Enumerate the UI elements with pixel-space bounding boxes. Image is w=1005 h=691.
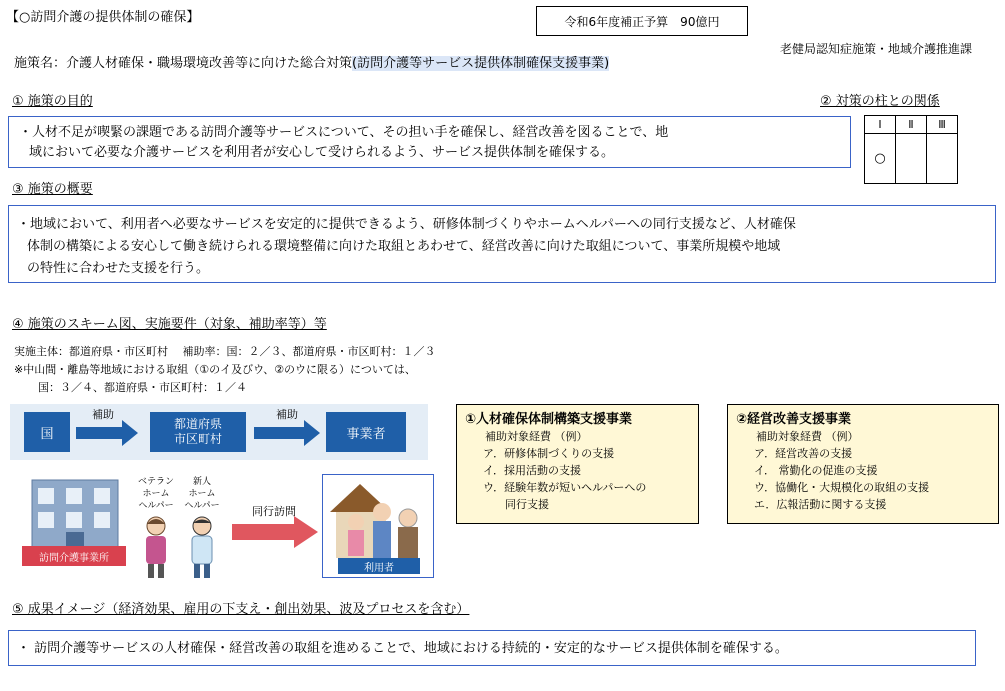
department-label: 老健局認知症施策・地域介護推進課 [780, 42, 973, 56]
flow-arrow-label: 補助 [276, 408, 298, 421]
visit-label: 同行訪問 [252, 505, 296, 518]
page-title: 【○訪問介護の提供体制の確保】 [6, 10, 200, 25]
measure-highlight: (訪問介護等サービス提供体制確保支援事業) [352, 56, 610, 71]
measure-prefix: 施策名：介護人材確保・職場環境改善等に向けた総合対策 [14, 56, 353, 71]
program1-subtitle: 補助対象経費 （例） [485, 430, 588, 443]
family-house-illustration [326, 478, 430, 560]
program2-item: ア．経営改善の支援 [754, 447, 853, 460]
pillar-mark: ○ [865, 134, 896, 184]
novice-helper-label [180, 476, 224, 512]
flow-node-prefecture [150, 412, 246, 452]
program2-item: イ． 常勤化の促進の支援 [754, 464, 878, 477]
section3-line: の特性に合わせた支援を行う。 [27, 261, 210, 276]
flow-node-national [24, 412, 70, 452]
flow-node-prefecture-label: 都道府県 [173, 417, 222, 431]
pillar-header: Ⅰ [865, 116, 896, 134]
requirement-line: ※中山間・離島等地域における取組（①のイ及びウ、②のウに限る）については、 [14, 363, 416, 376]
veteran-helper-person-icon [138, 516, 174, 580]
section2-heading: ② 対策の柱との関係 [820, 94, 940, 109]
program1-box [456, 404, 699, 524]
budget-label: 令和6年度補正予算 90億円 [564, 14, 720, 29]
program2-item: エ．広報活動に関する支援 [754, 498, 887, 511]
office-sign [22, 546, 126, 566]
flow-node-business [326, 412, 406, 452]
section3-line: 体制の構築による安心して働き続けられる環境整備に向けた取組とあわせて、経営改善に向けた取組について、事業所規模や地域 [27, 239, 781, 254]
flow-arrow-1 [76, 420, 138, 446]
flow-arrow-2 [254, 420, 320, 446]
program1-item: ア．研修体制づくりの支援 [483, 447, 615, 460]
user-sign [338, 558, 420, 574]
requirement-line: 国：３／４、都道府県・市区町村：１／４ [38, 381, 247, 394]
pillar-mark [896, 134, 927, 184]
veteran-label-line: ホーム [142, 489, 170, 499]
novice-label-line: 新人 [192, 477, 211, 487]
office-sign-label: 訪問介護事業所 [39, 552, 109, 564]
flow-node-business-label: 事業者 [346, 426, 386, 442]
section1-line: 域において必要な介護サービスを利用者が安心して受けられるよう、サービス提供体制を確保する。 [29, 145, 615, 160]
pillar-header: Ⅱ [896, 116, 927, 134]
measure-name [14, 52, 609, 71]
veteran-helper-label [134, 476, 178, 512]
budget-box [536, 6, 748, 36]
section5-heading: ⑤ 成果イメージ（経済効果、雇用の下支え・創出効果、波及プロセスを含む） [12, 602, 470, 617]
flow-node-national-label: 国 [40, 426, 54, 442]
program1-item: ウ．経験年数が短いヘルパーへの [483, 481, 647, 494]
program2-box [727, 404, 999, 524]
flow-node-municipality-label: 市区町村 [173, 432, 222, 446]
program2-item: ウ．協働化・大規模化の取組の支援 [754, 481, 930, 494]
novice-helper-person-icon [184, 516, 220, 580]
section1-box [8, 116, 851, 168]
section5-line: ・ 訪問介護等サービスの人材確保・経営改善の取組を進めることで、地域における持続的・安定的なサービス提供体制を確保する。 [17, 641, 788, 656]
novice-label-line: ホーム [188, 489, 216, 499]
pillar-header: Ⅲ [927, 116, 958, 134]
program2-subtitle: 補助対象経費 （例） [756, 430, 859, 443]
section3-box [8, 205, 996, 283]
pillar-table [864, 115, 958, 184]
program1-title: ①人材確保体制構築支援事業 [465, 412, 633, 427]
veteran-label-line: ヘルパー [138, 501, 174, 511]
section5-box [8, 630, 976, 666]
program1-item: イ．採用活動の支援 [483, 464, 582, 477]
veteran-label-line: ベテラン [137, 477, 174, 487]
user-sign-label: 利用者 [364, 562, 394, 574]
section1-line: ・人材不足が喫緊の課題である訪問介護等サービスについて、その担い手を確保し、経営改善を図ることで、地 [19, 125, 669, 140]
flow-arrow-label: 補助 [92, 408, 114, 421]
visit-arrow [232, 516, 318, 548]
section3-heading: ③ 施策の概要 [12, 182, 93, 197]
program1-item: 同行支援 [483, 498, 549, 511]
requirement-line: 実施主体：都道府県・市区町村 補助率：国：２／３、都道府県・市区町村：１／３ [14, 345, 436, 358]
novice-label-line: ヘルパー [184, 501, 220, 511]
program2-title: ②経営改善支援事業 [736, 412, 852, 427]
section3-line: ・地域において、利用者へ必要なサービスを安定的に提供できるよう、研修体制づくりやホームヘルパーへの同行支援など、人材確保 [17, 217, 796, 232]
section1-heading: ① 施策の目的 [12, 94, 93, 109]
section4-heading: ④ 施策のスキーム図、実施要件（対象、補助率等）等 [12, 317, 327, 332]
pillar-mark [927, 134, 958, 184]
